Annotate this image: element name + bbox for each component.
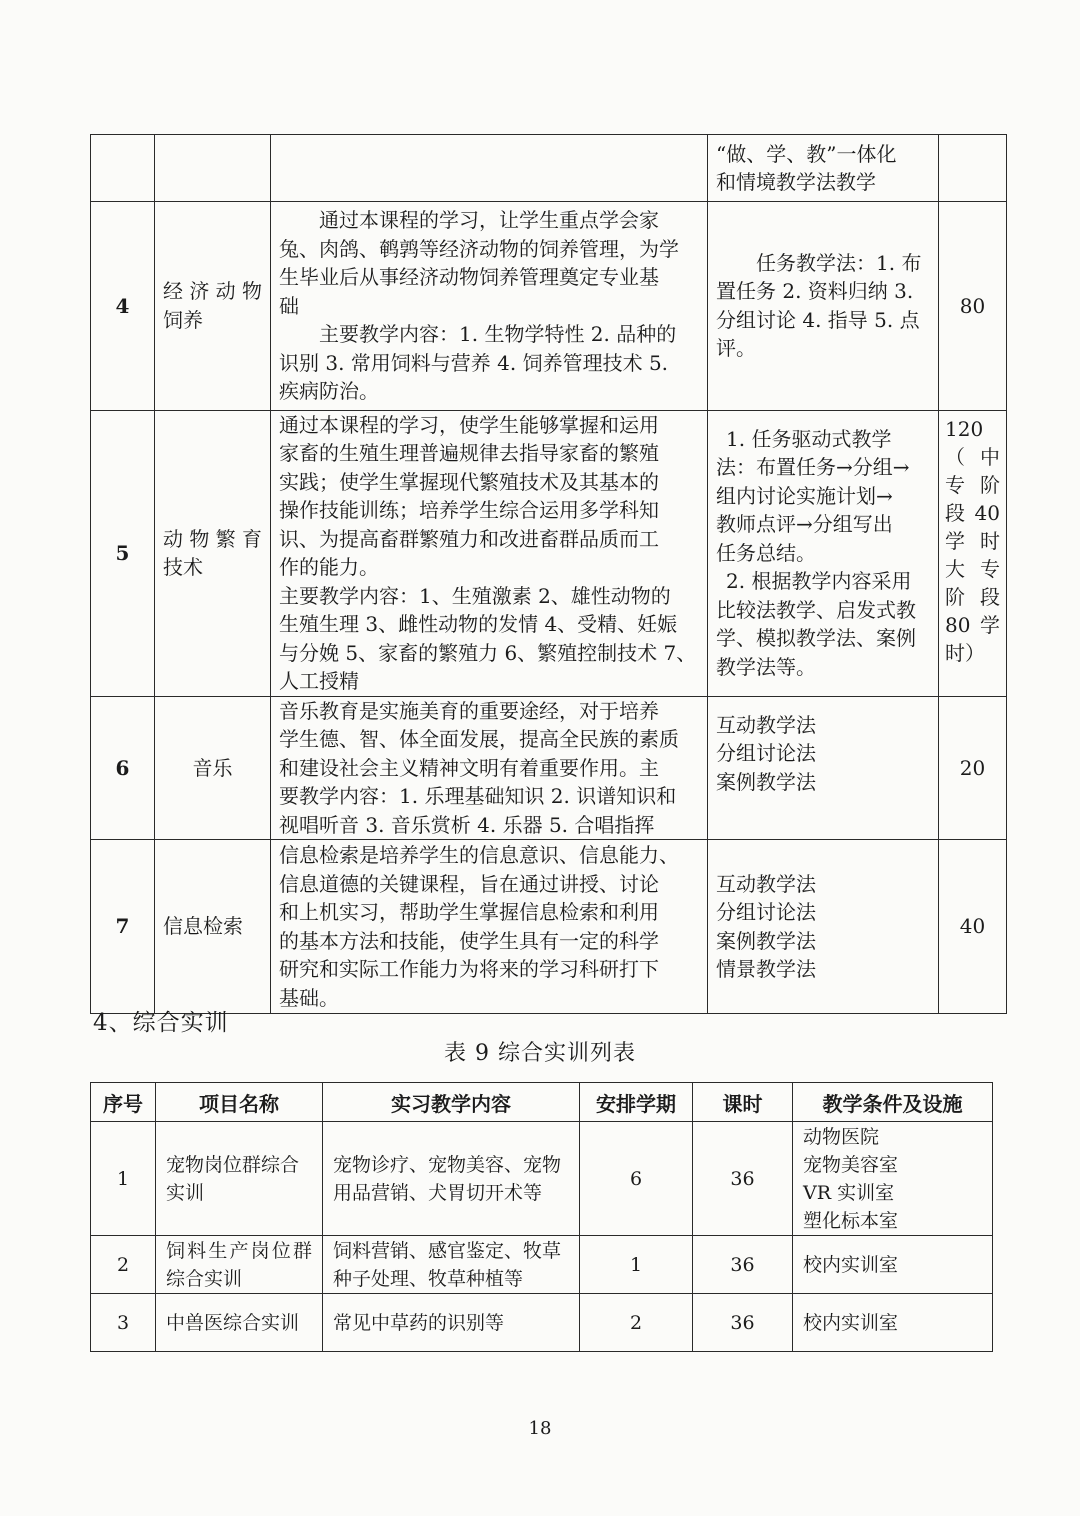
header-content: 实习教学内容 xyxy=(323,1083,580,1122)
method-line: “做、学、教”一体化 xyxy=(716,141,897,166)
method-line: 教学法等。 xyxy=(716,654,816,679)
training-term: 2 xyxy=(580,1294,693,1352)
facility-item: 校内实训室 xyxy=(803,1311,899,1334)
course-name: 动物繁育技术 xyxy=(155,410,271,696)
desc-line: 视唱听音 3. 音乐赏析 4. 乐器 5. 合唱指挥 xyxy=(279,812,655,837)
method-line: 互动教学法 xyxy=(716,712,816,737)
method-line: 评。 xyxy=(716,336,756,361)
desc-line: 主要教学内容：1. 生物学特性 2. 品种的 xyxy=(319,322,677,346)
method-line: 任务教学法：1. 布 xyxy=(756,250,922,275)
training-term: 1 xyxy=(580,1236,693,1294)
course-methods xyxy=(708,410,939,696)
facility-item: 塑化标本室 xyxy=(803,1209,899,1232)
training-num: 1 xyxy=(91,1122,156,1236)
training-name: 中兽医综合实训 xyxy=(156,1294,323,1352)
header-num: 序号 xyxy=(91,1083,156,1122)
desc-line: 信息检索是培养学生的信息意识、信息能力、 xyxy=(279,843,679,867)
method-line: 教师点评→分组写出 xyxy=(716,512,893,537)
training-header-row xyxy=(91,1083,993,1122)
course-methods xyxy=(708,135,939,202)
desc-line: 人工授精 xyxy=(279,669,359,693)
course-methods xyxy=(708,840,939,1014)
course-row xyxy=(91,410,1007,696)
method-line: 分组讨论 4. 指导 5. 点 xyxy=(716,307,920,332)
desc-line: 的基本方法和技能，使学生具有一定的科学 xyxy=(279,928,659,953)
desc-line: 和建设社会主义精神文明有着重要作用。主 xyxy=(279,755,659,780)
desc-line: 信息道德的关键课程，旨在通过讲授、讨论 xyxy=(279,871,659,896)
training-num: 3 xyxy=(91,1294,156,1352)
desc-line: 兔、肉鸽、鹌鹑等经济动物的饲养管理，为学 xyxy=(279,236,679,261)
training-row xyxy=(91,1294,993,1352)
course-methods xyxy=(708,202,939,411)
course-methods xyxy=(708,696,939,840)
desc-line: 研究和实际工作能力为将来的学习科研打下 xyxy=(279,957,659,981)
desc-line: 学生德、智、体全面发展，提高全民族的素质 xyxy=(279,727,679,751)
course-hours: 80 xyxy=(939,202,1007,411)
method-line: 案例教学法 xyxy=(716,928,816,953)
course-num: 4 xyxy=(91,202,155,411)
desc-line: 生毕业后从事经济动物饲养管理奠定专业基 xyxy=(279,265,659,289)
course-num: 5 xyxy=(91,410,155,696)
desc-line: 疾病防治。 xyxy=(279,379,379,403)
desc-line: 实践；使学生掌握现代繁殖技术及其基本的 xyxy=(279,469,659,494)
course-description xyxy=(271,840,708,1014)
course-name: 信息检索 xyxy=(155,840,271,1014)
desc-line: 通过本课程的学习，让学生重点学会家 xyxy=(319,208,659,232)
training-facilities xyxy=(793,1294,993,1352)
course-num xyxy=(91,135,155,202)
course-description xyxy=(271,202,708,411)
course-name xyxy=(155,135,271,202)
desc-line: 识别 3. 常用饲料与营养 4. 饲养管理技术 5. xyxy=(279,350,669,375)
desc-line: 与分娩 5、家畜的繁殖力 6、繁殖控制技术 7、 xyxy=(279,640,697,665)
desc-line: 音乐教育是实施美育的重要途经，对于培养 xyxy=(279,698,659,723)
desc-line: 主要教学内容：1、生殖激素 2、雄性动物的 xyxy=(279,583,671,608)
method-line: 学、模拟教学法、案例 xyxy=(716,626,916,651)
course-name: 音乐 xyxy=(155,696,271,840)
facility-item: VR 实训室 xyxy=(803,1181,895,1204)
course-hours: 40 xyxy=(939,840,1007,1014)
training-term: 6 xyxy=(580,1122,693,1236)
course-name: 经济动物饲养 xyxy=(155,202,271,411)
method-line: 互动教学法 xyxy=(716,871,816,896)
training-hours: 36 xyxy=(693,1294,793,1352)
course-hours: 20 xyxy=(939,696,1007,840)
course-description xyxy=(271,696,708,840)
desc-line: 和上机实习，帮助学生掌握信息检索和利用 xyxy=(279,900,659,924)
training-content: 宠物诊疗、宠物美容、宠物用品营销、犬胃切开术等 xyxy=(323,1122,580,1236)
desc-line: 家畜的生殖生理普遍规律去指导家畜的繁殖 xyxy=(279,441,659,465)
method-line: 组内讨论实施计划→ xyxy=(716,483,893,508)
training-facilities xyxy=(793,1236,993,1294)
training-name: 饲料生产岗位群综合实训 xyxy=(156,1236,323,1294)
course-row-continuation xyxy=(91,135,1007,202)
method-line: 比较法教学、启发式教 xyxy=(716,597,916,622)
training-hours: 36 xyxy=(693,1236,793,1294)
course-description xyxy=(271,410,708,696)
course-description xyxy=(271,135,708,202)
header-facilities: 教学条件及设施 xyxy=(793,1083,993,1122)
training-facilities xyxy=(793,1122,993,1236)
training-content: 常见中草药的识别等 xyxy=(323,1294,580,1352)
facility-item: 动物医院 xyxy=(803,1125,880,1148)
desc-line: 识、为提高畜群繁殖力和改进畜群品质而工 xyxy=(279,526,659,551)
course-hours: 120（中专阶段 40 学时大专阶段 80 学时） xyxy=(939,410,1007,696)
page-number: 18 xyxy=(528,1418,552,1439)
header-hours: 课时 xyxy=(693,1083,793,1122)
header-name: 项目名称 xyxy=(156,1083,323,1122)
method-line: 任务总结。 xyxy=(716,540,816,565)
desc-line: 基础。 xyxy=(279,985,339,1010)
method-line: 分组讨论法 xyxy=(716,741,816,765)
method-line: 分组讨论法 xyxy=(716,900,816,924)
training-hours: 36 xyxy=(693,1122,793,1236)
desc-line: 要教学内容：1. 乐理基础知识 2. 识谱知识和 xyxy=(279,784,677,808)
desc-line: 通过本课程的学习，使学生能够掌握和运用 xyxy=(279,412,659,437)
desc-line: 生殖生理 3、雌性动物的发情 4、受精、妊娠 xyxy=(279,612,678,636)
table-caption: 表 9 综合实训列表 xyxy=(444,1041,636,1066)
course-num: 6 xyxy=(91,696,155,840)
training-row xyxy=(91,1236,993,1294)
section-heading: 4、综合实训 xyxy=(93,1010,229,1036)
method-line: 情景教学法 xyxy=(716,957,816,981)
course-row xyxy=(91,840,1007,1014)
header-term: 安排学期 xyxy=(580,1083,693,1122)
method-line: 和情境教学法教学 xyxy=(716,170,876,194)
method-line: 案例教学法 xyxy=(716,769,816,794)
course-row xyxy=(91,202,1007,411)
training-row xyxy=(91,1122,993,1236)
method-line: 2. 根据教学内容采用 xyxy=(726,569,912,594)
method-line: 1. 任务驱动式教学 xyxy=(726,426,892,451)
method-line: 置任务 2. 资料归纳 3. xyxy=(716,279,914,304)
facility-item: 校内实训室 xyxy=(803,1253,899,1276)
training-name: 宠物岗位群综合实训 xyxy=(156,1122,323,1236)
course-table-body xyxy=(91,135,1007,1014)
method-line: 法：布置任务→分组→ xyxy=(716,455,910,480)
course-table xyxy=(90,134,1007,1014)
training-num: 2 xyxy=(91,1236,156,1294)
course-hours xyxy=(939,135,1007,202)
desc-line: 作的能力。 xyxy=(279,555,379,579)
course-row xyxy=(91,696,1007,840)
facility-item: 宠物美容室 xyxy=(803,1153,899,1176)
training-table xyxy=(90,1082,993,1352)
course-num: 7 xyxy=(91,840,155,1014)
desc-line: 操作技能训练；培养学生综合运用多学科知 xyxy=(279,498,659,522)
desc-line: 础 xyxy=(279,293,299,318)
training-content: 饲料营销、感官鉴定、牧草种子处理、牧草种植等 xyxy=(323,1236,580,1294)
